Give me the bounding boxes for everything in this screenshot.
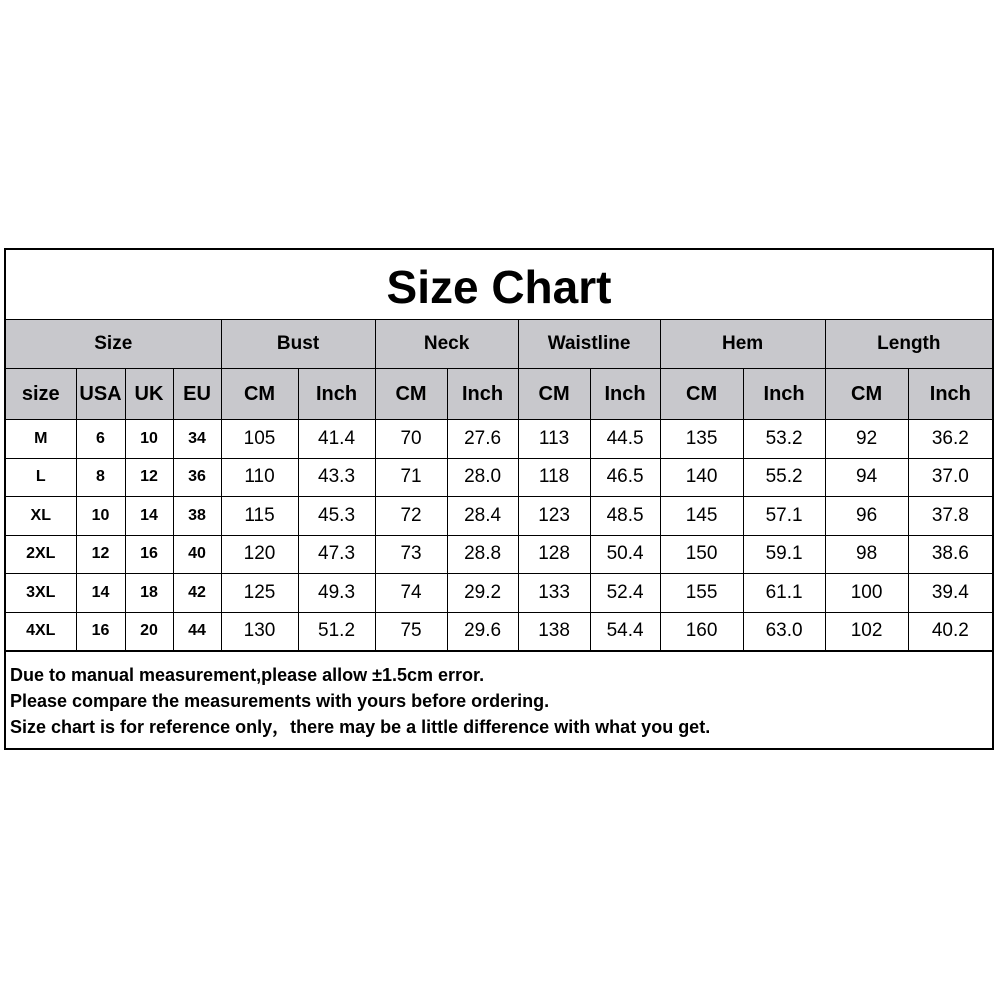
subheader-eu: EU: [173, 369, 221, 420]
table-cell: 34: [173, 420, 221, 459]
table-cell: 150: [660, 535, 743, 574]
table-cell: 27.6: [447, 420, 518, 459]
subheader-length-cm: CM: [825, 369, 908, 420]
subheader-waist-inch: Inch: [590, 369, 660, 420]
table-cell: 47.3: [298, 535, 375, 574]
table-cell: 52.4: [590, 574, 660, 613]
subheader-bust-inch: Inch: [298, 369, 375, 420]
table-row: [6, 497, 992, 536]
table-cell: 115: [221, 497, 298, 536]
table-cell: 128: [518, 535, 590, 574]
notes: [6, 651, 992, 748]
table-cell: 37.0: [908, 458, 992, 497]
table-cell: 16: [76, 612, 125, 651]
table-cell: 37.8: [908, 497, 992, 536]
table-cell: 70: [375, 420, 447, 459]
table-cell: 10: [76, 497, 125, 536]
table-cell: 45.3: [298, 497, 375, 536]
table-cell: 39.4: [908, 574, 992, 613]
subheader-bust-cm: CM: [221, 369, 298, 420]
table-cell: L: [6, 458, 76, 497]
table-cell: 36.2: [908, 420, 992, 459]
table-cell: 140: [660, 458, 743, 497]
table-cell: 130: [221, 612, 298, 651]
table-cell: 28.0: [447, 458, 518, 497]
table-row: [6, 574, 992, 613]
group-bust: Bust: [221, 320, 375, 369]
table-cell: 18: [125, 574, 173, 613]
table-cell: 113: [518, 420, 590, 459]
table-cell: 98: [825, 535, 908, 574]
table-cell: 133: [518, 574, 590, 613]
table-cell: XL: [6, 497, 76, 536]
subheader-length-inch: Inch: [908, 369, 992, 420]
table-cell: 8: [76, 458, 125, 497]
table-cell: 92: [825, 420, 908, 459]
table-cell: 16: [125, 535, 173, 574]
table-cell: 6: [76, 420, 125, 459]
table-cell: 46.5: [590, 458, 660, 497]
subheader-hem-inch: Inch: [743, 369, 825, 420]
subheader-size: size: [6, 369, 76, 420]
table-cell: 96: [825, 497, 908, 536]
table-row: [6, 535, 992, 574]
table-row: [6, 420, 992, 459]
subheader-waist-cm: CM: [518, 369, 590, 420]
table-cell: 44.5: [590, 420, 660, 459]
subheader-uk: UK: [125, 369, 173, 420]
table-cell: 10: [125, 420, 173, 459]
group-neck: Neck: [375, 320, 518, 369]
table-cell: 12: [125, 458, 173, 497]
subheader-neck-inch: Inch: [447, 369, 518, 420]
table-cell: 120: [221, 535, 298, 574]
table-cell: 74: [375, 574, 447, 613]
table-cell: 55.2: [743, 458, 825, 497]
table-cell: 138: [518, 612, 590, 651]
table-cell: 118: [518, 458, 590, 497]
table-cell: 50.4: [590, 535, 660, 574]
table-cell: 29.2: [447, 574, 518, 613]
table-cell: 59.1: [743, 535, 825, 574]
table-cell: 73: [375, 535, 447, 574]
table-cell: 4XL: [6, 612, 76, 651]
table-cell: 63.0: [743, 612, 825, 651]
group-hem: Hem: [660, 320, 825, 369]
table-cell: 135: [660, 420, 743, 459]
table-cell: 53.2: [743, 420, 825, 459]
table-cell: 61.1: [743, 574, 825, 613]
table-cell: 105: [221, 420, 298, 459]
table-cell: 12: [76, 535, 125, 574]
table-cell: 71: [375, 458, 447, 497]
table-cell: 28.4: [447, 497, 518, 536]
table-cell: 2XL: [6, 535, 76, 574]
table-cell: 75: [375, 612, 447, 651]
table-row: [6, 612, 992, 651]
table-cell: 72: [375, 497, 447, 536]
table-cell: 3XL: [6, 574, 76, 613]
table-cell: 42: [173, 574, 221, 613]
note-line: Due to manual measurement,please allow ±1.5cm error.: [10, 665, 485, 685]
size-chart: [4, 248, 994, 750]
table-cell: 41.4: [298, 420, 375, 459]
chart-title: Size Chart: [6, 250, 992, 320]
table-cell: 123: [518, 497, 590, 536]
table-row: [6, 458, 992, 497]
table-body: [6, 420, 992, 651]
table-cell: 14: [125, 497, 173, 536]
table-cell: 29.6: [447, 612, 518, 651]
note-line: Please compare the measurements with yours before ordering.: [10, 691, 550, 711]
table-cell: 49.3: [298, 574, 375, 613]
table-cell: 145: [660, 497, 743, 536]
group-header-row: [6, 320, 992, 369]
table-cell: 51.2: [298, 612, 375, 651]
table-cell: 28.8: [447, 535, 518, 574]
table-cell: 36: [173, 458, 221, 497]
group-waistline: Waistline: [518, 320, 660, 369]
table-cell: 20: [125, 612, 173, 651]
table-cell: 160: [660, 612, 743, 651]
note-line: Size chart is for reference only，there may be a little difference with what you get.: [10, 717, 711, 737]
group-length: Length: [825, 320, 992, 369]
table-cell: 54.4: [590, 612, 660, 651]
table-cell: 40.2: [908, 612, 992, 651]
table-cell: 43.3: [298, 458, 375, 497]
table-cell: 40: [173, 535, 221, 574]
table-cell: 38: [173, 497, 221, 536]
table-cell: 102: [825, 612, 908, 651]
table-cell: 100: [825, 574, 908, 613]
subheader-hem-cm: CM: [660, 369, 743, 420]
table-cell: 38.6: [908, 535, 992, 574]
table-cell: 48.5: [590, 497, 660, 536]
subheader-usa: USA: [76, 369, 125, 420]
size-table: [6, 320, 992, 651]
table-cell: 155: [660, 574, 743, 613]
table-cell: 110: [221, 458, 298, 497]
subheader-neck-cm: CM: [375, 369, 447, 420]
table-cell: 14: [76, 574, 125, 613]
table-cell: M: [6, 420, 76, 459]
table-cell: 94: [825, 458, 908, 497]
table-cell: 125: [221, 574, 298, 613]
group-size: Size: [6, 320, 221, 369]
table-cell: 44: [173, 612, 221, 651]
table-cell: 57.1: [743, 497, 825, 536]
sub-header-row: [6, 369, 992, 420]
